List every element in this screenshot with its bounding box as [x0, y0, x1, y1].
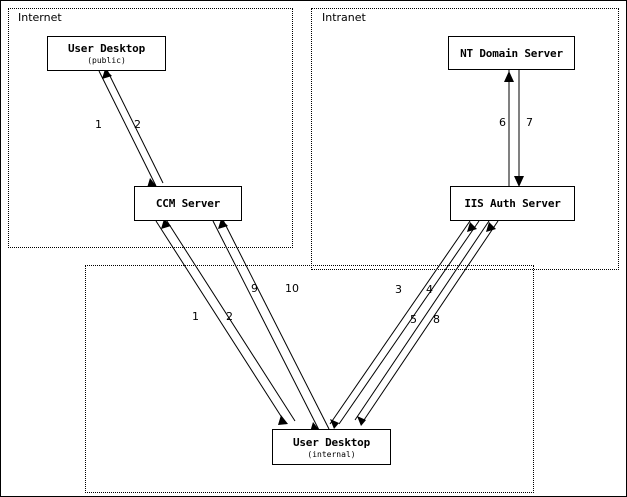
edge-label-internal-1: 1 [192, 310, 199, 323]
zone-internet-label: Internet [18, 11, 62, 24]
node-user-desktop-internal-subtitle: (internal) [307, 449, 356, 459]
edge-label-nt-6: 6 [499, 116, 506, 129]
node-nt-domain-server[interactable] [448, 36, 575, 70]
node-ccm-server[interactable] [134, 186, 242, 221]
edge-label-ccm-9: 9 [251, 282, 258, 295]
zone-intranet-label: Intranet [322, 11, 366, 24]
edge-label-ccm-10: 10 [285, 282, 299, 295]
edge-label-iis-5: 5 [410, 313, 417, 326]
node-user-desktop-internal[interactable] [272, 429, 391, 465]
node-user-desktop-public-title: User Desktop [67, 42, 146, 55]
edge-label-iis-8: 8 [433, 313, 440, 326]
edge-label-nt-7: 7 [526, 116, 533, 129]
node-ccm-server-title: CCM Server [155, 197, 221, 210]
node-user-desktop-public-subtitle: (public) [87, 56, 126, 65]
node-user-desktop-public[interactable] [47, 36, 166, 71]
node-user-desktop-internal-title: User Desktop [292, 435, 371, 449]
edge-label-iis-3: 3 [395, 283, 402, 296]
edge-label-internal-2: 2 [226, 310, 233, 323]
edge-label-iis-4: 4 [426, 283, 433, 296]
node-iis-auth-server[interactable] [450, 186, 575, 221]
node-nt-domain-server-title: NT Domain Server [460, 46, 563, 60]
edge-label-public-1: 1 [95, 118, 102, 131]
edge-label-public-2: 2 [134, 118, 141, 131]
node-iis-auth-server-title: IIS Auth Server [464, 197, 561, 210]
